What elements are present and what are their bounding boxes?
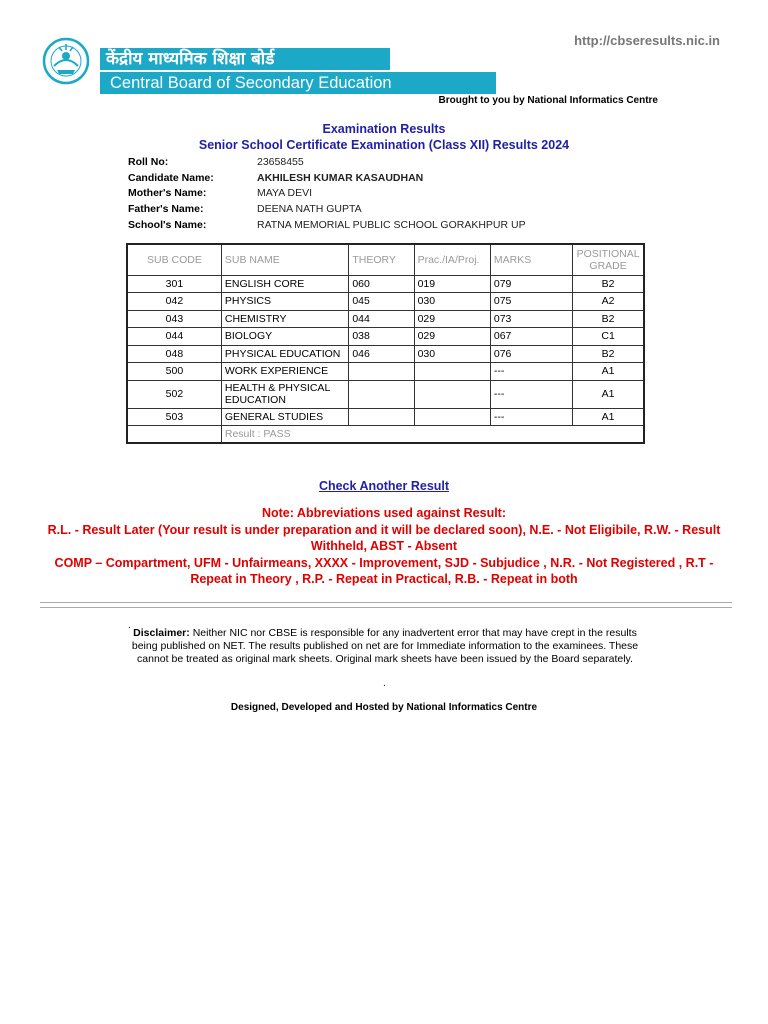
table-row	[127, 363, 644, 381]
prac-cell	[414, 380, 490, 408]
prac-cell: 030	[414, 345, 490, 363]
roll-label: Roll No:	[128, 155, 169, 168]
school-name-label: School's Name:	[128, 219, 207, 232]
table-row	[127, 310, 644, 328]
prac-cell: 029	[414, 310, 490, 328]
candidate-info	[128, 154, 526, 233]
grade-cell: A2	[573, 293, 644, 311]
table-row	[127, 275, 644, 293]
father-name-value: DEENA NATH GUPTA	[257, 203, 362, 216]
site-url: http://cbseresults.nic.in	[574, 33, 720, 48]
marks-cell: 079	[490, 275, 572, 293]
roll-value: 23658455	[257, 155, 304, 168]
sub-name-cell: PHYSICS	[221, 293, 348, 311]
school-name-row	[128, 217, 526, 233]
marks-cell: 076	[490, 345, 572, 363]
marks-cell: ---	[490, 380, 572, 408]
grade-cell: B2	[573, 275, 644, 293]
prac-cell: 030	[414, 293, 490, 311]
table-row	[127, 408, 644, 426]
sub-code-cell: 043	[127, 310, 221, 328]
candidate-name-label: Candidate Name:	[128, 171, 214, 184]
marks-table	[126, 243, 645, 444]
sub-code-cell: 301	[127, 275, 221, 293]
sub-name-cell: HEALTH & PHYSICAL EDUCATION	[221, 380, 348, 408]
marks-cell: 073	[490, 310, 572, 328]
cbse-emblem-icon	[42, 36, 92, 88]
theory-cell	[349, 363, 414, 381]
candidate-name-row	[128, 170, 526, 186]
header-theory: THEORY	[349, 244, 414, 275]
prac-cell: 019	[414, 275, 490, 293]
exam-title: Examination Results	[322, 122, 446, 136]
note-line-1: R.L. - Result Later (Your result is under preparation and it will be declared soon), N.E. - Not Eligibile, R.W. - Result Withheld, ABST - Absent	[47, 522, 721, 553]
theory-cell: 060	[349, 275, 414, 293]
disclaimer-text: Neither NIC nor CBSE is responsible for any inadvertent error that may have crept in the results being published on NET. The results published on net are for Immediate information to the examinees. These cannot be treated as original mark sheets. Original mark sheets have been issued by the Board separately.	[131, 627, 639, 665]
header-marks: MARKS	[490, 244, 572, 275]
disclaimer	[120, 627, 650, 665]
note-line-2: COMP – Compartment, UFM - Unfairmeans, XXXX - Improvement, SJD - Subjudice , N.R. - Not Registered , R.T - Repeat in Theory , R.P. - Repeat in Practical, R.B. - Repeat in both	[54, 555, 714, 586]
theory-cell: 045	[349, 293, 414, 311]
theory-cell: 044	[349, 310, 414, 328]
note-heading: Note: Abbreviations used against Result:	[261, 506, 507, 520]
prac-cell: 029	[414, 328, 490, 346]
father-name-label: Father's Name:	[128, 203, 204, 216]
sub-code-cell: 500	[127, 363, 221, 381]
table-row	[127, 345, 644, 363]
sub-code-cell: 044	[127, 328, 221, 346]
theory-cell	[349, 408, 414, 426]
banner-english: Central Board of Secondary Education	[100, 72, 496, 94]
brought-by-text: Brought to you by National Informatics Centre	[438, 95, 658, 106]
result-row	[127, 426, 644, 444]
marks-cell: ---	[490, 363, 572, 381]
divider-top	[40, 602, 732, 603]
sub-name-cell: GENERAL STUDIES	[221, 408, 348, 426]
mother-name-label: Mother's Name:	[128, 187, 207, 200]
marks-cell: ---	[490, 408, 572, 426]
check-another-result-link[interactable]: Check Another Result	[318, 479, 450, 493]
candidate-name-value: AKHILESH KUMAR KASAUDHAN	[257, 171, 424, 184]
sub-code-cell: 502	[127, 380, 221, 408]
dot-mark: .	[383, 678, 386, 689]
sub-code-cell: 503	[127, 408, 221, 426]
grade-cell: A1	[573, 408, 644, 426]
prac-cell	[414, 363, 490, 381]
table-row	[127, 328, 644, 346]
header-sub-code: SUB CODE	[127, 244, 221, 275]
grade-cell: A1	[573, 363, 644, 381]
table-row	[127, 293, 644, 311]
sub-code-cell: 042	[127, 293, 221, 311]
result-empty-cell	[127, 426, 221, 444]
banner-hindi: केंद्रीय माध्यमिक शिक्षा बोर्ड	[100, 48, 390, 70]
sub-name-cell: PHYSICAL EDUCATION	[221, 345, 348, 363]
header-sub-name: SUB NAME	[221, 244, 348, 275]
exam-subtitle: Senior School Certificate Examination (Class XII) Results 2024	[198, 138, 570, 152]
mother-name-row	[128, 186, 526, 202]
roll-row	[128, 154, 526, 170]
divider-bottom	[40, 607, 732, 608]
dot-mark: .	[128, 620, 131, 631]
sub-name-cell: WORK EXPERIENCE	[221, 363, 348, 381]
abbreviations-note	[0, 505, 768, 588]
theory-cell	[349, 380, 414, 408]
father-name-row	[128, 201, 526, 217]
disclaimer-label: Disclaimer:	[133, 627, 190, 639]
cbse-logo	[42, 36, 462, 96]
footer-credit: Designed, Developed and Hosted by National Informatics Centre	[230, 702, 538, 713]
marks-table-header	[127, 244, 644, 275]
theory-cell: 038	[349, 328, 414, 346]
mother-name-value: MAYA DEVI	[257, 187, 313, 200]
sub-name-cell: BIOLOGY	[221, 328, 348, 346]
sub-name-cell: CHEMISTRY	[221, 310, 348, 328]
marks-cell: 067	[490, 328, 572, 346]
result-status: Result : PASS	[221, 426, 644, 444]
prac-cell	[414, 408, 490, 426]
header-prac: Prac./IA/Proj.	[414, 244, 490, 275]
grade-cell: B2	[573, 310, 644, 328]
grade-cell: C1	[573, 328, 644, 346]
table-row	[127, 380, 644, 408]
marks-cell: 075	[490, 293, 572, 311]
grade-cell: A1	[573, 380, 644, 408]
header-grade: POSITIONAL GRADE	[573, 244, 644, 275]
sub-name-cell: ENGLISH CORE	[221, 275, 348, 293]
school-name-value: RATNA MEMORIAL PUBLIC SCHOOL GORAKHPUR UP	[257, 219, 526, 232]
grade-cell: B2	[573, 345, 644, 363]
sub-code-cell: 048	[127, 345, 221, 363]
theory-cell: 046	[349, 345, 414, 363]
